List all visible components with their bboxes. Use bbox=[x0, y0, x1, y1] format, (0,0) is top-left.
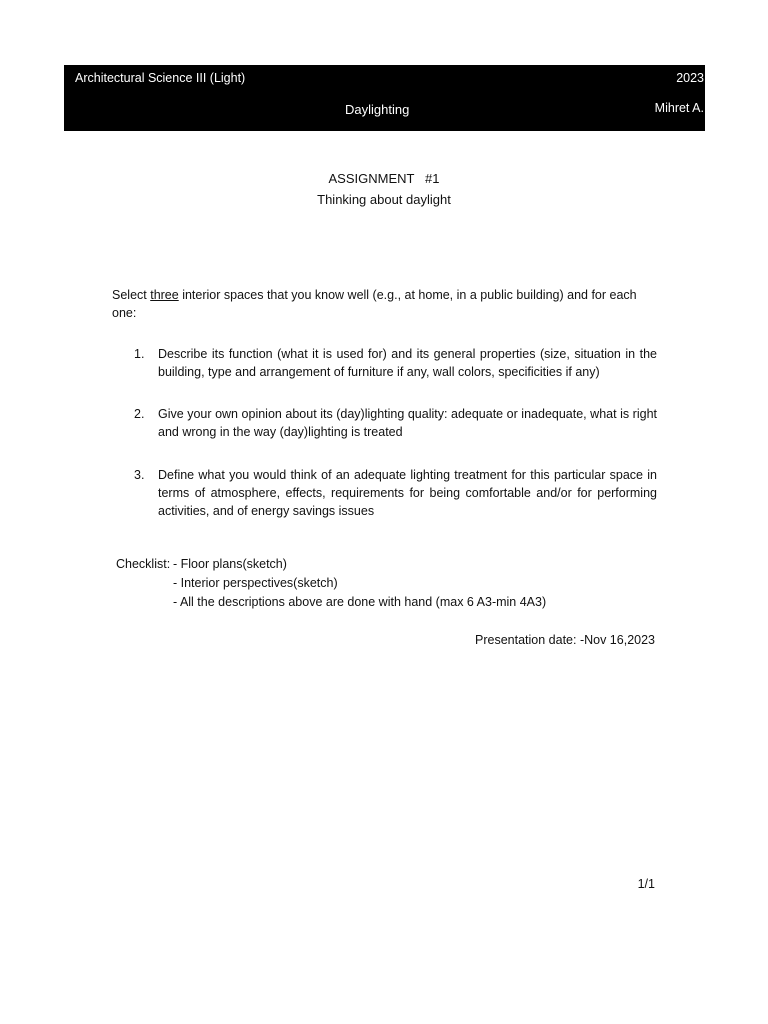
checklist-item: - Floor plans(sketch) bbox=[173, 557, 287, 571]
author-name: Mihret A. bbox=[654, 101, 704, 115]
course-title: Architectural Science III (Light) bbox=[75, 71, 246, 85]
task-number: 1. bbox=[134, 347, 145, 361]
checklist-label: Checklist: bbox=[116, 557, 171, 571]
task-number: 2. bbox=[134, 407, 145, 421]
intro-emphasis: three bbox=[150, 288, 179, 302]
task-text: Describe its function (what it is used for) and its general properties (size, situation in the building, type and arrangement of furniture if any, wall colors, specificities if any) bbox=[158, 347, 657, 379]
task-number: 3. bbox=[134, 468, 145, 482]
document-header bbox=[64, 65, 705, 131]
checklist-item: - All the descriptions above are done with hand (max 6 A3-min 4A3) bbox=[173, 595, 547, 609]
page-number: 1/1 bbox=[637, 877, 655, 891]
checklist-item: - Interior perspectives(sketch) bbox=[173, 576, 338, 590]
intro-text-after: interior spaces that you know well (e.g., at home, in a public building) and for each one: bbox=[112, 288, 637, 320]
intro-paragraph bbox=[112, 286, 657, 322]
topic-title: Daylighting bbox=[345, 102, 410, 117]
task-text: Define what you would think of an adequate lighting treatment for this particular space in terms of atmosphere, effects, requirements for being comfortable and/or for performing activities, and of energy savings issues bbox=[158, 468, 657, 518]
year-label: 2023 bbox=[676, 71, 704, 85]
presentation-date: Presentation date: -Nov 16,2023 bbox=[475, 633, 655, 647]
assignment-subtitle: Thinking about daylight bbox=[317, 192, 451, 207]
task-text: Give your own opinion about its (day)lighting quality: adequate or inadequate, what is right and wrong in the way (day)lighting is treated bbox=[158, 407, 657, 439]
task-item bbox=[112, 345, 657, 381]
intro-text-before: Select bbox=[112, 288, 151, 302]
task-item bbox=[112, 466, 657, 520]
task-item bbox=[112, 405, 657, 441]
assignment-title: ASSIGNMENT #1 bbox=[328, 171, 440, 186]
